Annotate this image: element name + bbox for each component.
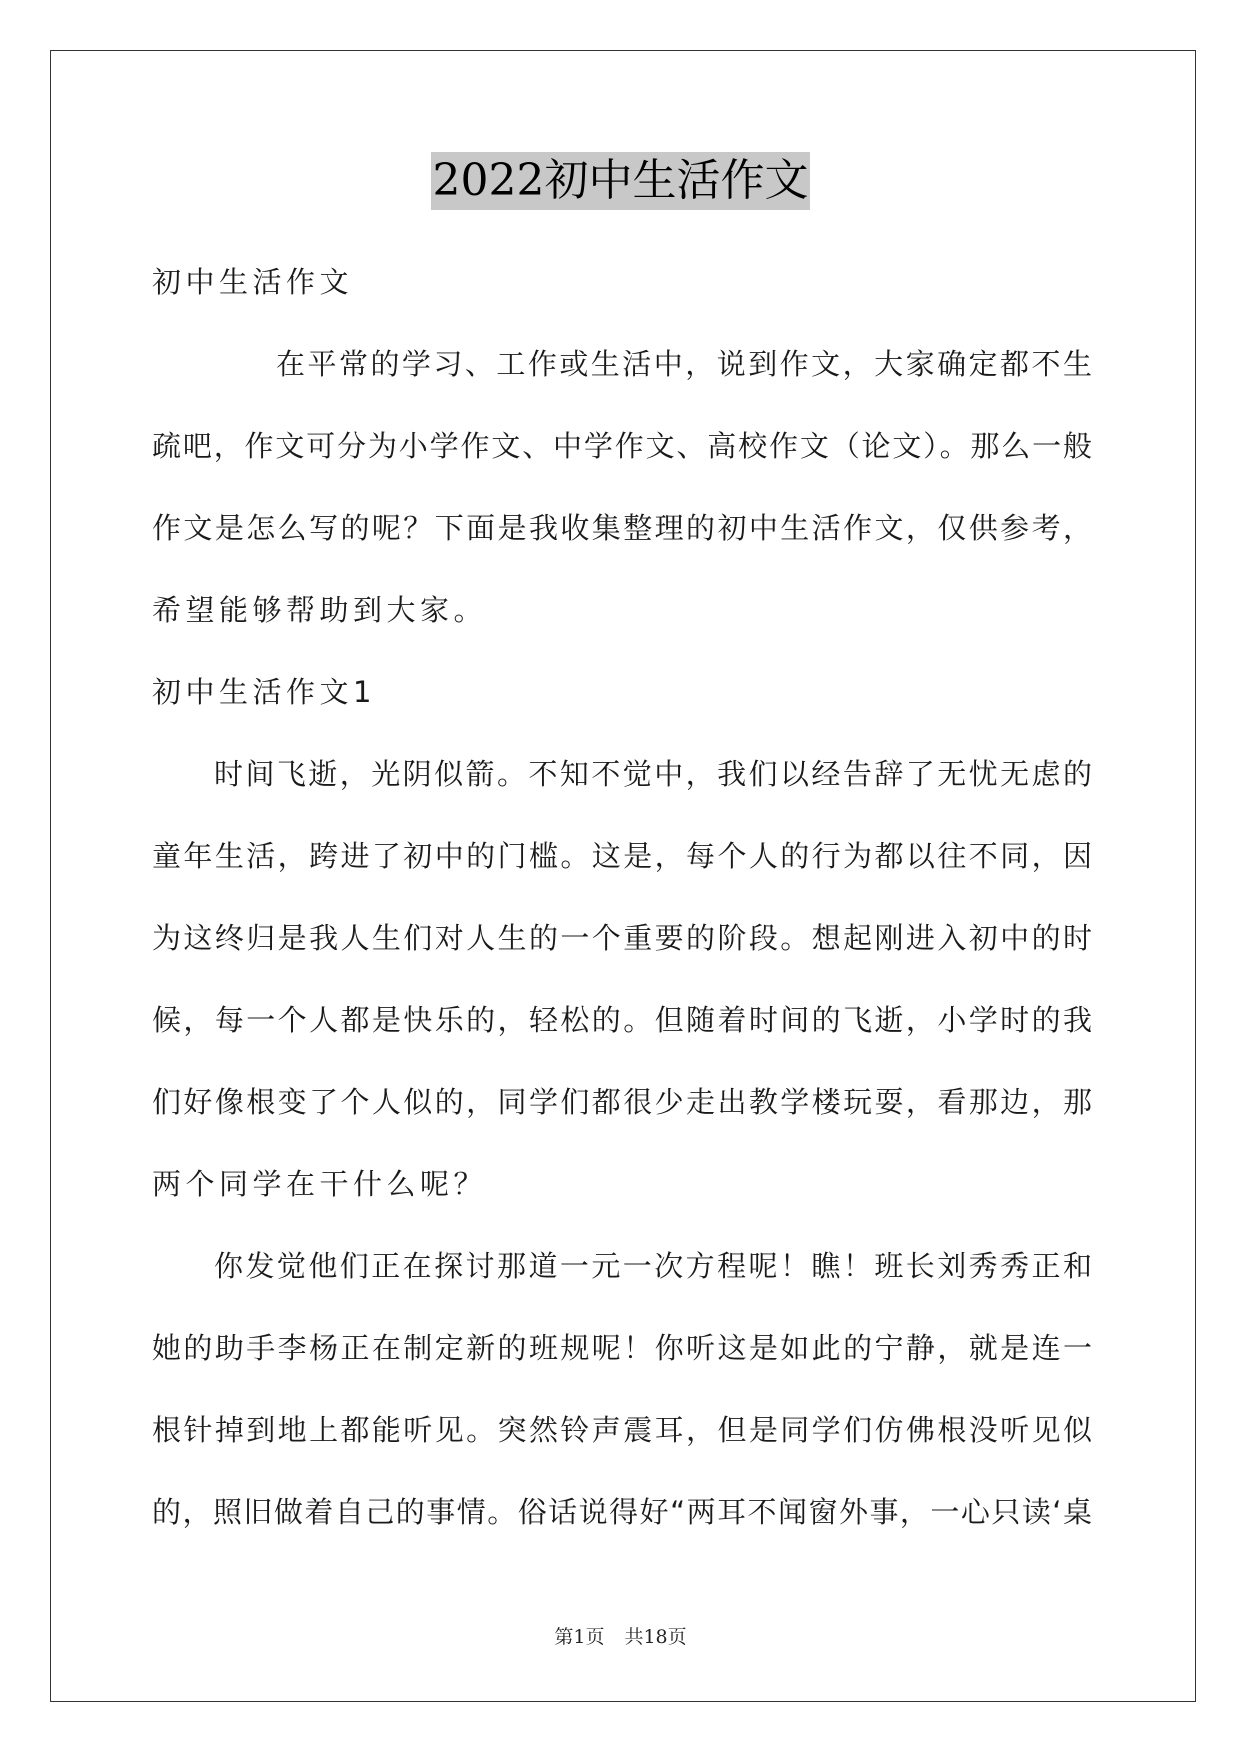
- text-line: 们好像根变了个人似的，同学们都很少走出教学楼玩耍，看那边，那: [152, 1085, 1092, 1119]
- document-title: 2022初中生活作文: [431, 152, 811, 210]
- text-line: 候，每一个人都是快乐的，轻松的。但随着时间的飞逝，小学时的我: [152, 1003, 1092, 1037]
- text-line: 根针掉到地上都能听见。突然铃声震耳，但是同学们仿佛根没听见似: [152, 1413, 1092, 1447]
- text-line: 作文是怎么写的呢？下面是我收集整理的初中生活作文，仅供参考，: [152, 511, 1092, 545]
- text-line: 初中生活作文: [152, 265, 354, 299]
- text-line: 疏吧，作文可分为小学作文、中学作文、高校作文（论文）。那么一般: [152, 429, 1092, 463]
- title-container: [0, 152, 1241, 210]
- text-line: 在平常的学习、工作或生活中，说到作文，大家确定都不生: [276, 347, 1092, 381]
- text-line: 她的助手李杨正在制定新的班规呢！你听这是如此的宁静，就是连一: [152, 1331, 1092, 1365]
- page-number: 第1页: [554, 1626, 605, 1648]
- text-line: 希望能够帮助到大家。: [152, 593, 488, 627]
- document-body: [152, 241, 1092, 1553]
- text-line: 两个同学在干什么呢？: [152, 1167, 488, 1201]
- page-total: 共18页: [624, 1626, 687, 1648]
- text-line: 童年生活，跨进了初中的门槛。这是，每个人的行为都以往不同，因: [152, 839, 1092, 873]
- text-line: 时间飞逝，光阴似箭。不知不觉中，我们以经告辞了无忧无虑的: [214, 757, 1092, 791]
- text-line: 为这终归是我人生们对人生的一个重要的阶段。想起刚进入初中的时: [152, 921, 1092, 955]
- text-line: 的，照旧做着自己的事情。俗话说得好“两耳不闻窗外事，一心只读‘桌: [152, 1495, 1092, 1529]
- text-line: 初中生活作文1: [152, 675, 376, 709]
- page-footer: [0, 1622, 1241, 1649]
- text-line: 你发觉他们正在探讨那道一元一次方程呢！瞧！班长刘秀秀正和: [214, 1249, 1092, 1283]
